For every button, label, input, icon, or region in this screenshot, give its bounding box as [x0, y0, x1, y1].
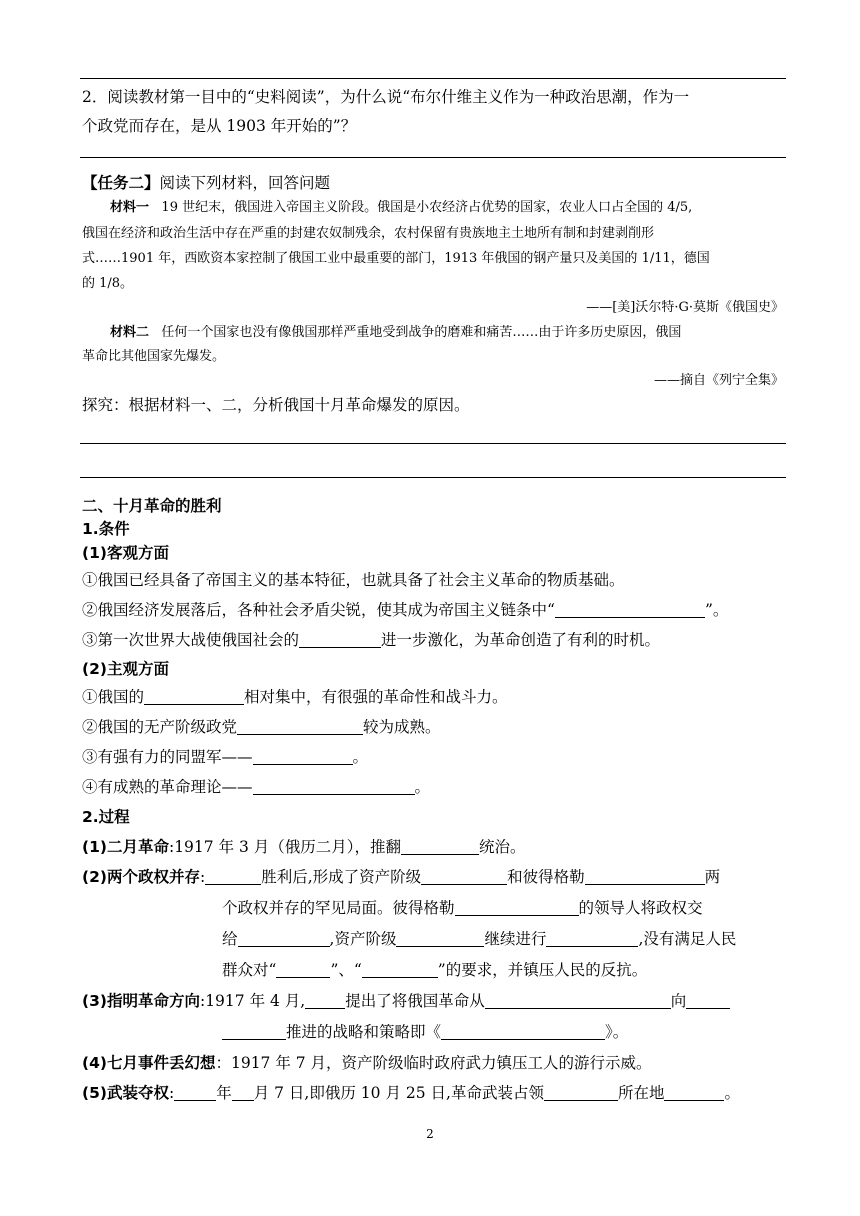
process-item2-line3	[222, 928, 736, 950]
blank-gov-seat[interactable]	[544, 1084, 618, 1101]
blank-palace[interactable]	[664, 1084, 724, 1101]
material2-line2: 革命比其他国家先爆发。	[82, 349, 226, 364]
blank-soviet-leader[interactable]	[455, 899, 579, 916]
blank-theory[interactable]	[253, 778, 415, 795]
task2-heading	[82, 172, 330, 194]
top-rule	[80, 78, 786, 79]
objective-item2-end: ”。	[704, 601, 729, 619]
objective-item3-text: ③第一次世界大战使俄国社会的	[82, 631, 300, 649]
blank-lenin[interactable]	[305, 992, 345, 1009]
process-item4-text: ：1917 年 7 月，资产阶级临时政府武力镇压工人的游行示威。	[215, 1054, 652, 1072]
process-item3-text3: 向	[670, 992, 687, 1010]
subjective-item3-end: 。	[352, 748, 369, 766]
process-item5-colon: :	[168, 1084, 175, 1102]
subjective-item2	[82, 716, 441, 738]
process-item5-end: 。	[724, 1084, 740, 1102]
process-item1	[82, 836, 526, 858]
process-item2-line1	[82, 866, 720, 888]
process-item3-line1	[82, 990, 730, 1012]
process-item1-label: (1)二月革命	[82, 838, 169, 856]
page-number: 2	[426, 1127, 434, 1141]
objective-item3	[82, 629, 660, 651]
blank-soviet[interactable]	[585, 868, 705, 885]
process-item1-text: :1917 年 3 月（俄历二月），推翻	[168, 838, 402, 856]
section2-title: 二、十月革命的胜利	[82, 497, 222, 515]
task2-label: 【任务二】	[82, 174, 160, 192]
process-item2-text3: 两	[704, 868, 721, 886]
subjective-item1-text: ①俄国的	[82, 688, 145, 706]
process-item2-line4	[222, 959, 647, 981]
conditions-title: 1.条件	[82, 520, 130, 538]
blank-april-theses[interactable]	[441, 1023, 605, 1040]
process-item2-line2	[222, 897, 703, 919]
blank-february[interactable]	[205, 868, 261, 885]
objective-item1: ①俄国已经具备了帝国主义的基本特征，也就具备了社会主义革命的物质基础。	[82, 571, 625, 589]
material1-line1	[110, 197, 692, 219]
process-item2-text8: 继续进行	[484, 930, 547, 948]
blank-bread[interactable]	[362, 961, 438, 978]
blank-socialist-revolution-b[interactable]	[222, 1023, 286, 1040]
objective-item3-end: 进一步激化，为革命创造了有利的时机。	[381, 631, 661, 649]
subjective-item2-text: ②俄国的无产阶级政党	[82, 718, 238, 736]
process-item2-text12: ”的要求，并镇压人民的反抗。	[437, 961, 648, 979]
subjective-item1-end: 相对集中，有很强的革命性和战斗力。	[244, 688, 508, 706]
process-item2-text11: ”、“	[330, 961, 362, 979]
blank-month[interactable]	[232, 1084, 254, 1101]
blank-socialist-revolution-a[interactable]	[686, 992, 730, 1009]
process-item2-text2: 和彼得格勒	[507, 868, 585, 886]
process-item2-text10: 群众对“	[222, 961, 277, 979]
process-item3-text1: :1917 年 4 月,	[199, 992, 306, 1010]
process-item2-text5: 的领导人将政权交	[578, 899, 703, 917]
process-item4	[82, 1052, 652, 1074]
process-item5	[82, 1082, 740, 1104]
objective-title: (1)客观方面	[82, 544, 169, 562]
process-item3-text2: 提出了将俄国革命从	[345, 992, 485, 1010]
process-item5-label: (5)武装夺权	[82, 1084, 169, 1102]
explore-prompt: 探究：根据材料一、二，分析俄国十月革命爆发的原因。	[82, 396, 470, 414]
subjective-item4-text: ④有成熟的革命理论——	[82, 778, 253, 796]
subjective-item3	[82, 746, 368, 768]
blank-weakest-link[interactable]	[555, 601, 705, 618]
material1-label: 材料一	[110, 200, 150, 215]
process-item2-text9: ,没有满足人民	[638, 930, 737, 948]
process-title: 2.过程	[82, 808, 130, 826]
process-item2-colon: :	[199, 868, 206, 886]
material2-source: ——摘自《列宁全集》	[653, 373, 784, 388]
blank-bourgeois-revolution[interactable]	[485, 992, 671, 1009]
material1-text1: 19 世纪末，俄国进入帝国主义阶段。俄国是小农经济占优势的国家，农业人口占全国的 4/5,	[161, 200, 693, 215]
question-2-line1: 2．阅读教材第一目中的“史料阅读”，为什么说“布尔什维主义作为一种政治思潮，作为一	[82, 88, 690, 106]
task2-instruction: 阅读下列材料，回答问题	[159, 174, 331, 192]
process-item3-text5: 》。	[605, 1023, 629, 1041]
process-item3-label: (3)指明革命方向	[82, 992, 200, 1010]
subjective-item3-text: ③有强有力的同盟军——	[82, 748, 253, 766]
process-item2-text1: 胜利后,形成了资产阶级	[261, 868, 422, 886]
process-item5-text2: 月 7 日,即俄历 10 月 25 日,革命武装占领	[253, 1084, 544, 1102]
blank-tsar[interactable]	[401, 838, 479, 855]
blank-bourgeoisie[interactable]	[238, 930, 330, 947]
process-item3-line2	[222, 1021, 628, 1043]
blank-contradictions[interactable]	[299, 631, 381, 648]
material1-line2: 俄国在经济和政治生活中存在严重的封建农奴制残余，农村保留有贵族地主土地所有制和封建剥削形	[82, 226, 655, 241]
process-item2-text7: ,资产阶级	[329, 930, 397, 948]
blank-war[interactable]	[546, 930, 638, 947]
material1-source: ——[美]沃尔特·G·莫斯《俄国史》	[586, 300, 784, 315]
process-item5-text1: 年	[216, 1084, 232, 1102]
blank-party[interactable]	[237, 718, 363, 735]
process-item3-text4: 推进的战略和策略即《	[286, 1023, 442, 1041]
subjective-item1	[82, 686, 508, 708]
material1-line4: 的 1/8。	[82, 276, 134, 291]
answer-line-q2	[80, 157, 786, 158]
material2-line1	[110, 322, 681, 344]
subjective-item4-end: 。	[414, 778, 431, 796]
blank-peace[interactable]	[276, 961, 330, 978]
answer-line-explore-2	[80, 477, 786, 478]
process-item2-label: (2)两个政权并存	[82, 868, 200, 886]
process-item2-text6: 给	[222, 930, 238, 948]
process-item5-text3: 所在地	[617, 1084, 665, 1102]
blank-proletariat[interactable]	[144, 688, 244, 705]
process-item1-end: 统治。	[479, 838, 526, 856]
blank-continue[interactable]	[396, 930, 484, 947]
material2-label: 材料二	[110, 325, 150, 340]
blank-provisional-gov[interactable]	[421, 868, 507, 885]
process-item2-text4: 个政权并存的罕见局面。彼得格勒	[222, 899, 455, 917]
subjective-title: (2)主观方面	[82, 660, 169, 678]
objective-item2-text: ②俄国经济发展落后，各种社会矛盾尖锐，使其成为帝国主义链条中“	[82, 601, 555, 619]
material2-text1: 任何一个国家也没有像俄国那样严重地受到战争的磨难和痛苦……由于许多历史原因，俄国	[161, 325, 682, 340]
process-item4-label: (4)七月事件丢幻想	[82, 1054, 216, 1072]
question-2-line2: 个政党而存在，是从 1903 年开始的”？	[82, 117, 357, 135]
material1-line3: 式……1901 年，西欧资本家控制了俄国工业中最重要的部门，1913 年俄国的钢产量只及美国的 1/11，德国	[82, 251, 710, 266]
objective-item2	[82, 599, 728, 621]
subjective-item2-end: 较为成熟。	[363, 718, 441, 736]
blank-year[interactable]	[174, 1084, 216, 1101]
answer-line-explore-1	[80, 443, 786, 444]
blank-ally[interactable]	[253, 748, 353, 765]
subjective-item4	[82, 776, 430, 798]
